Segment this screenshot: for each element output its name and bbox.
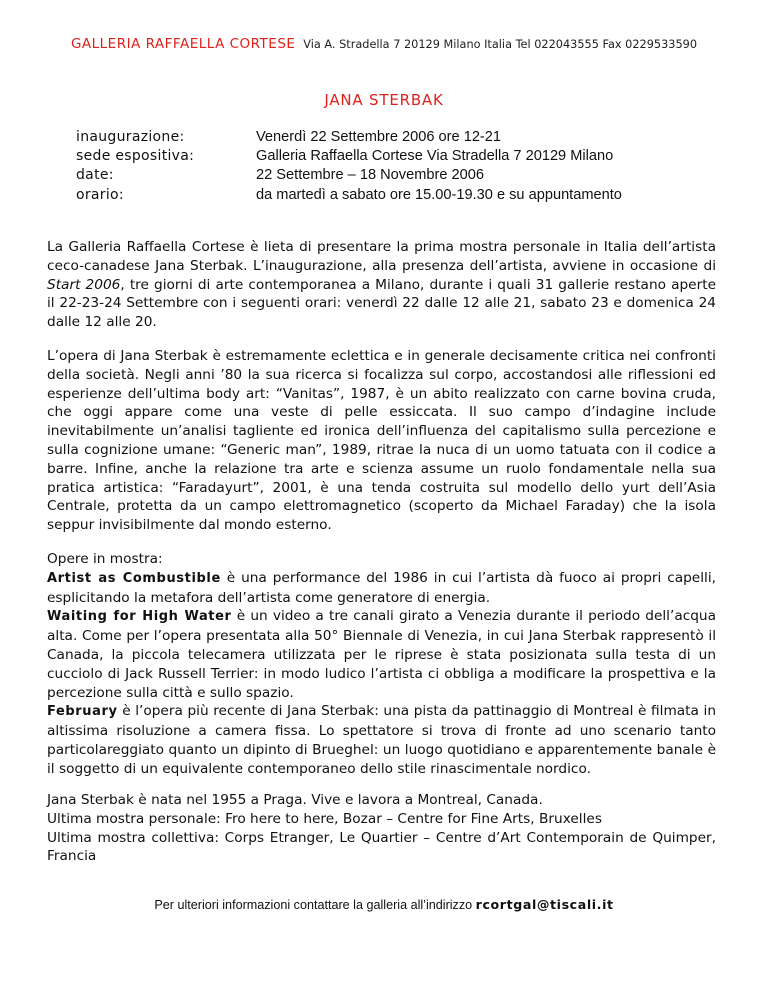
bio-line: Jana Sterbak è nata nel 1955 a Praga. Vive e lavora a Montreal, Canada. <box>47 792 543 808</box>
info-label: date: <box>76 167 114 184</box>
info-label: orario: <box>76 186 124 203</box>
letterhead <box>0 36 768 52</box>
info-row-hours <box>76 186 716 205</box>
press-release-body <box>47 238 716 779</box>
info-label: sede espositiva: <box>76 148 195 165</box>
info-value: 22 Settembre – 18 Novembre 2006 <box>256 167 484 184</box>
work-title: Waiting for High Water <box>47 609 232 625</box>
gallery-address: Via A. Stradella 7 20129 Milano Italia Tel 022043555 Fax 0229533590 <box>303 38 698 51</box>
exhibition-info <box>76 128 716 205</box>
work-item <box>47 607 716 702</box>
exhibition-title: JANA STERBAK <box>324 91 444 109</box>
intro-text-1: La Galleria Raffaella Cortese è lieta di presentare la prima mostra personale in Italia dell’artista ceco-canadese Jana Sterbak. L’inaugurazione, alla presenza dell’artista, avviene in occasione di <box>47 239 716 274</box>
work-title: February <box>47 704 118 720</box>
artist-bio <box>47 791 716 866</box>
work-item <box>47 702 716 778</box>
bio-line: Ultima mostra collettiva: Corps Etranger, Le Quartier – Centre d’Art Contemporain de Quimper, Francia <box>47 829 716 865</box>
artist-paragraph: L’opera di Jana Sterbak è estremamente eclettica e in generale decisamente critica nei confronti della società. Negli anni ’80 la sua ricerca si focalizza sul corpo, accostandosi alle riflessioni ed esperienze dell’ultima body art: “Vanitas”, 1987, è un abito realizzato con carne bovina cruda, che oggi appare come una veste di pelle essiccata. Il suo campo d’indagine include inevitabilmente un’analisi tagliente ed ironica dell’influenza del capitalismo sulla percezione e sulla cognizione umane: “Generic man”, 1989, ritrae la nuca di un uomo tatuata con il codice a barre. Infine, anche la relazione tra arte e scienza assume un ruolo fondamentale nella sua pratica artistica: “Faradayurt”, 2001, è una tenda costruita sul modello dello yurt dell’Asia Centrale, protetta da un campo elettromagnetico (scoperto da Michael Faraday) che la isola seppur invisibilmente dal mondo esterno. <box>47 347 716 534</box>
contact-text: Per ulteriori informazioni contattare la galleria all’indirizzo <box>154 898 476 912</box>
event-name: Start 2006 <box>47 276 121 293</box>
info-value: Venerdì 22 Settembre 2006 ore 12-21 <box>256 129 502 145</box>
info-value: da martedì a sabato ore 15.00-19.30 e su appuntamento <box>256 186 622 203</box>
info-label: inaugurazione: <box>76 129 185 145</box>
gallery-name: GALLERIA RAFFAELLA CORTESE <box>70 36 296 52</box>
info-row-opening <box>76 128 716 147</box>
work-title: Artist as Combustible <box>47 570 221 586</box>
work-description: è un video a tre canali girato a Venezia durante il periodo dell’acqua alta. Come per l’opera presentata alla 50° Biennale di Venezia, in cui Jana Sterbak rappresentò il Canada, la piccola telecamera utilizzata per le riprese è stata posizionata sulla testa di un cucciolo di Jack Russell Terrier: in modo ludico l’artista ci obbliga a modificare la prospettiva e la percezione sulla città e sullo spazio. <box>47 608 716 701</box>
contact-footer <box>0 897 768 912</box>
bio-line: Ultima mostra personale: Fro here to here, Bozar – Centre for Fine Arts, Bruxelles <box>47 810 602 827</box>
work-description: è una performance del 1986 in cui l’artista dà fuoco ai propri capelli, esplicitando la metafora dell’artista come generatore di energia. <box>47 569 716 606</box>
work-description: è l’opera più recente di Jana Sterbak: una pista da pattinaggio di Montreal è filmata in altissima risoluzione a camera fissa. Lo spettatore si trova di fronte ad uno scenario tanto particolareggiato quanto un dipinto di Brueghel: un luogo quotidiano e apparentemente banale è il soggetto di un equivalente contemporaneo dello stile rinascimentale nordico. <box>47 703 716 777</box>
info-value: Galleria Raffaella Cortese Via Stradella 7 20129 Milano <box>256 148 614 165</box>
info-row-venue <box>76 147 716 166</box>
info-row-dates <box>76 166 716 185</box>
intro-text-2: , tre giorni di arte contemporanea a Milano, durante i quali 31 gallerie restano aperte il 22-23-24 Settembre con i seguenti orari: venerdì 22 dalle 12 alle 21, sabato 23 e domenica 24 dalle 12 alle 20. <box>47 276 717 331</box>
contact-email-link[interactable]: rcortgal@tiscali.it <box>475 897 614 912</box>
intro-paragraph <box>47 238 716 332</box>
works-heading: Opere in mostra: <box>47 550 163 567</box>
work-item <box>47 569 716 608</box>
